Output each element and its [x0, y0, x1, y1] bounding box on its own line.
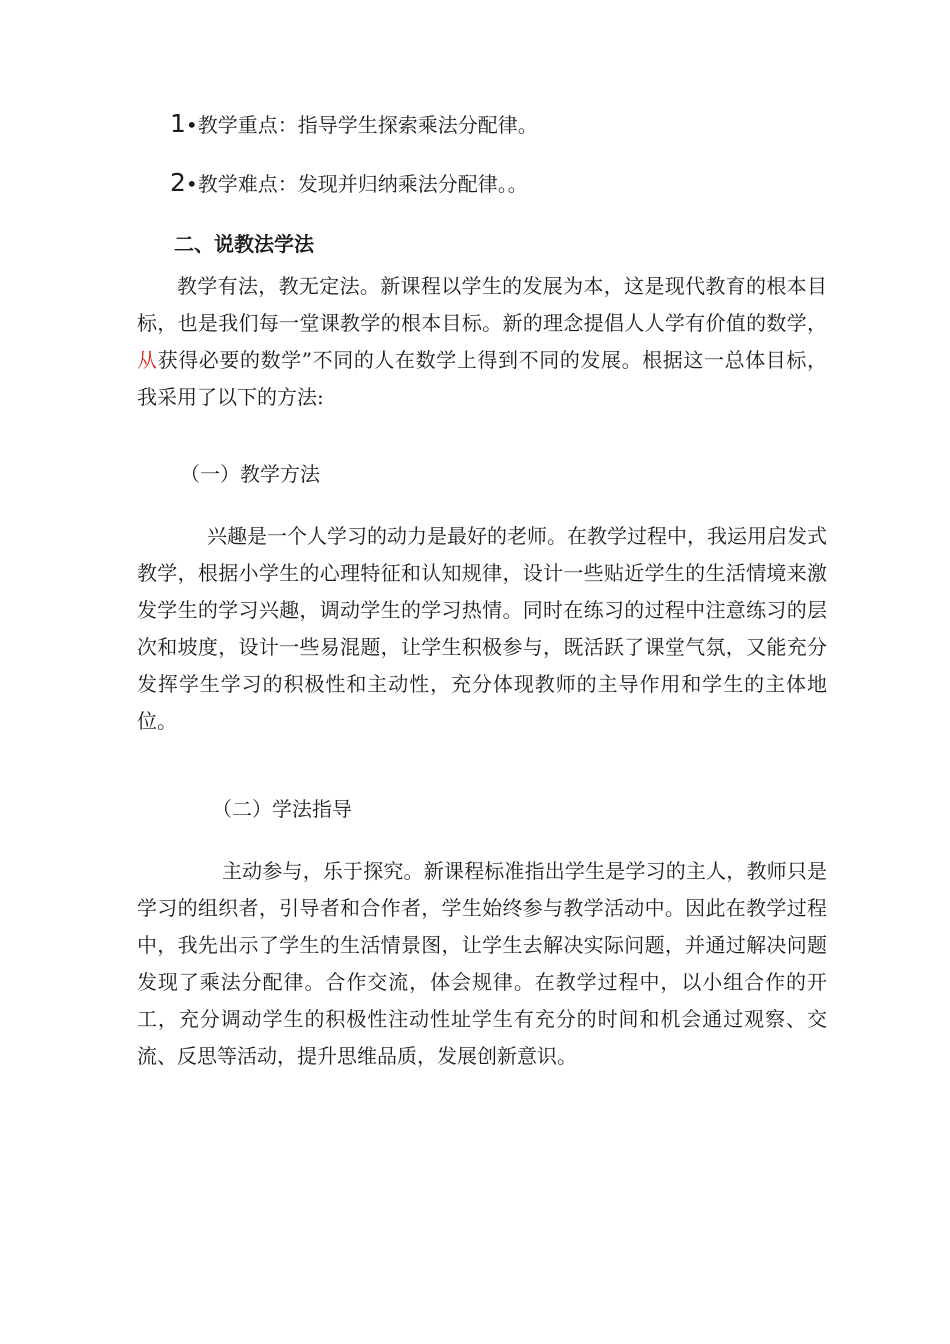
key-point-number: 1: [170, 109, 186, 138]
intro-paragraph: [137, 268, 827, 416]
intro-highlight: 从: [137, 348, 158, 372]
key-point-1: [170, 110, 538, 139]
key-point-text: •教学重点：指导学生探索乘法分配律。: [185, 113, 538, 137]
section-heading: 二、说教法学法: [174, 232, 314, 256]
subsection-title-teaching-method: （一）教学方法: [180, 462, 320, 486]
study-guidance-paragraph: 主动参与，乐于探究。新课程标准指出学生是学习的主人，教师只是学习的组织者，引导者和合作者，学生始终参与教学活动中。因此在教学过程中，我先出示了学生的生活情景图，让学生去解决实际问题，并通过解决问题发现了乘法分配律。合作交流，体会规律。在教学过程中，以小组合作的开工，充分调动学生的积极性注动性址学生有充分的时间和机会通过观察、交流、反思等活动，提升思维品质，发展创新意识。: [137, 859, 827, 1068]
key-point-text: •教学难点：发现并归纳乘法分配律。。: [185, 172, 528, 196]
subsection-title-study-guidance: （二）学法指导: [212, 797, 352, 821]
intro-text-after: 获得必要的数学”不同的人在数学上得到不同的发展。根据这一总体目标，我采用了以下的方法:: [137, 348, 828, 409]
key-point-2: [170, 169, 528, 198]
intro-text-before: 教学有法，教无定法。新课程以学生的发展为本，这是现代教育的根本目标，也是我们每一堂课教学的根本目标。新的理念提倡人人学有价值的数学，: [137, 274, 827, 335]
key-point-number: 2: [170, 168, 186, 197]
teaching-method-paragraph: 兴趣是一个人学习的动力是最好的老师。在教学过程中，我运用启发式教学，根据小学生的心理特征和认知规律，设计一些贴近学生的生活情境来激发学生的学习兴趣，调动学生的学习热情。同时在练习的过程中注意练习的层次和坡度，设计一些易混题，让学生积极参与，既活跃了课堂气氛，又能充分发挥学生学习的积极性和主动性，充分体现教师的主导作用和学生的主体地位。: [137, 524, 827, 733]
